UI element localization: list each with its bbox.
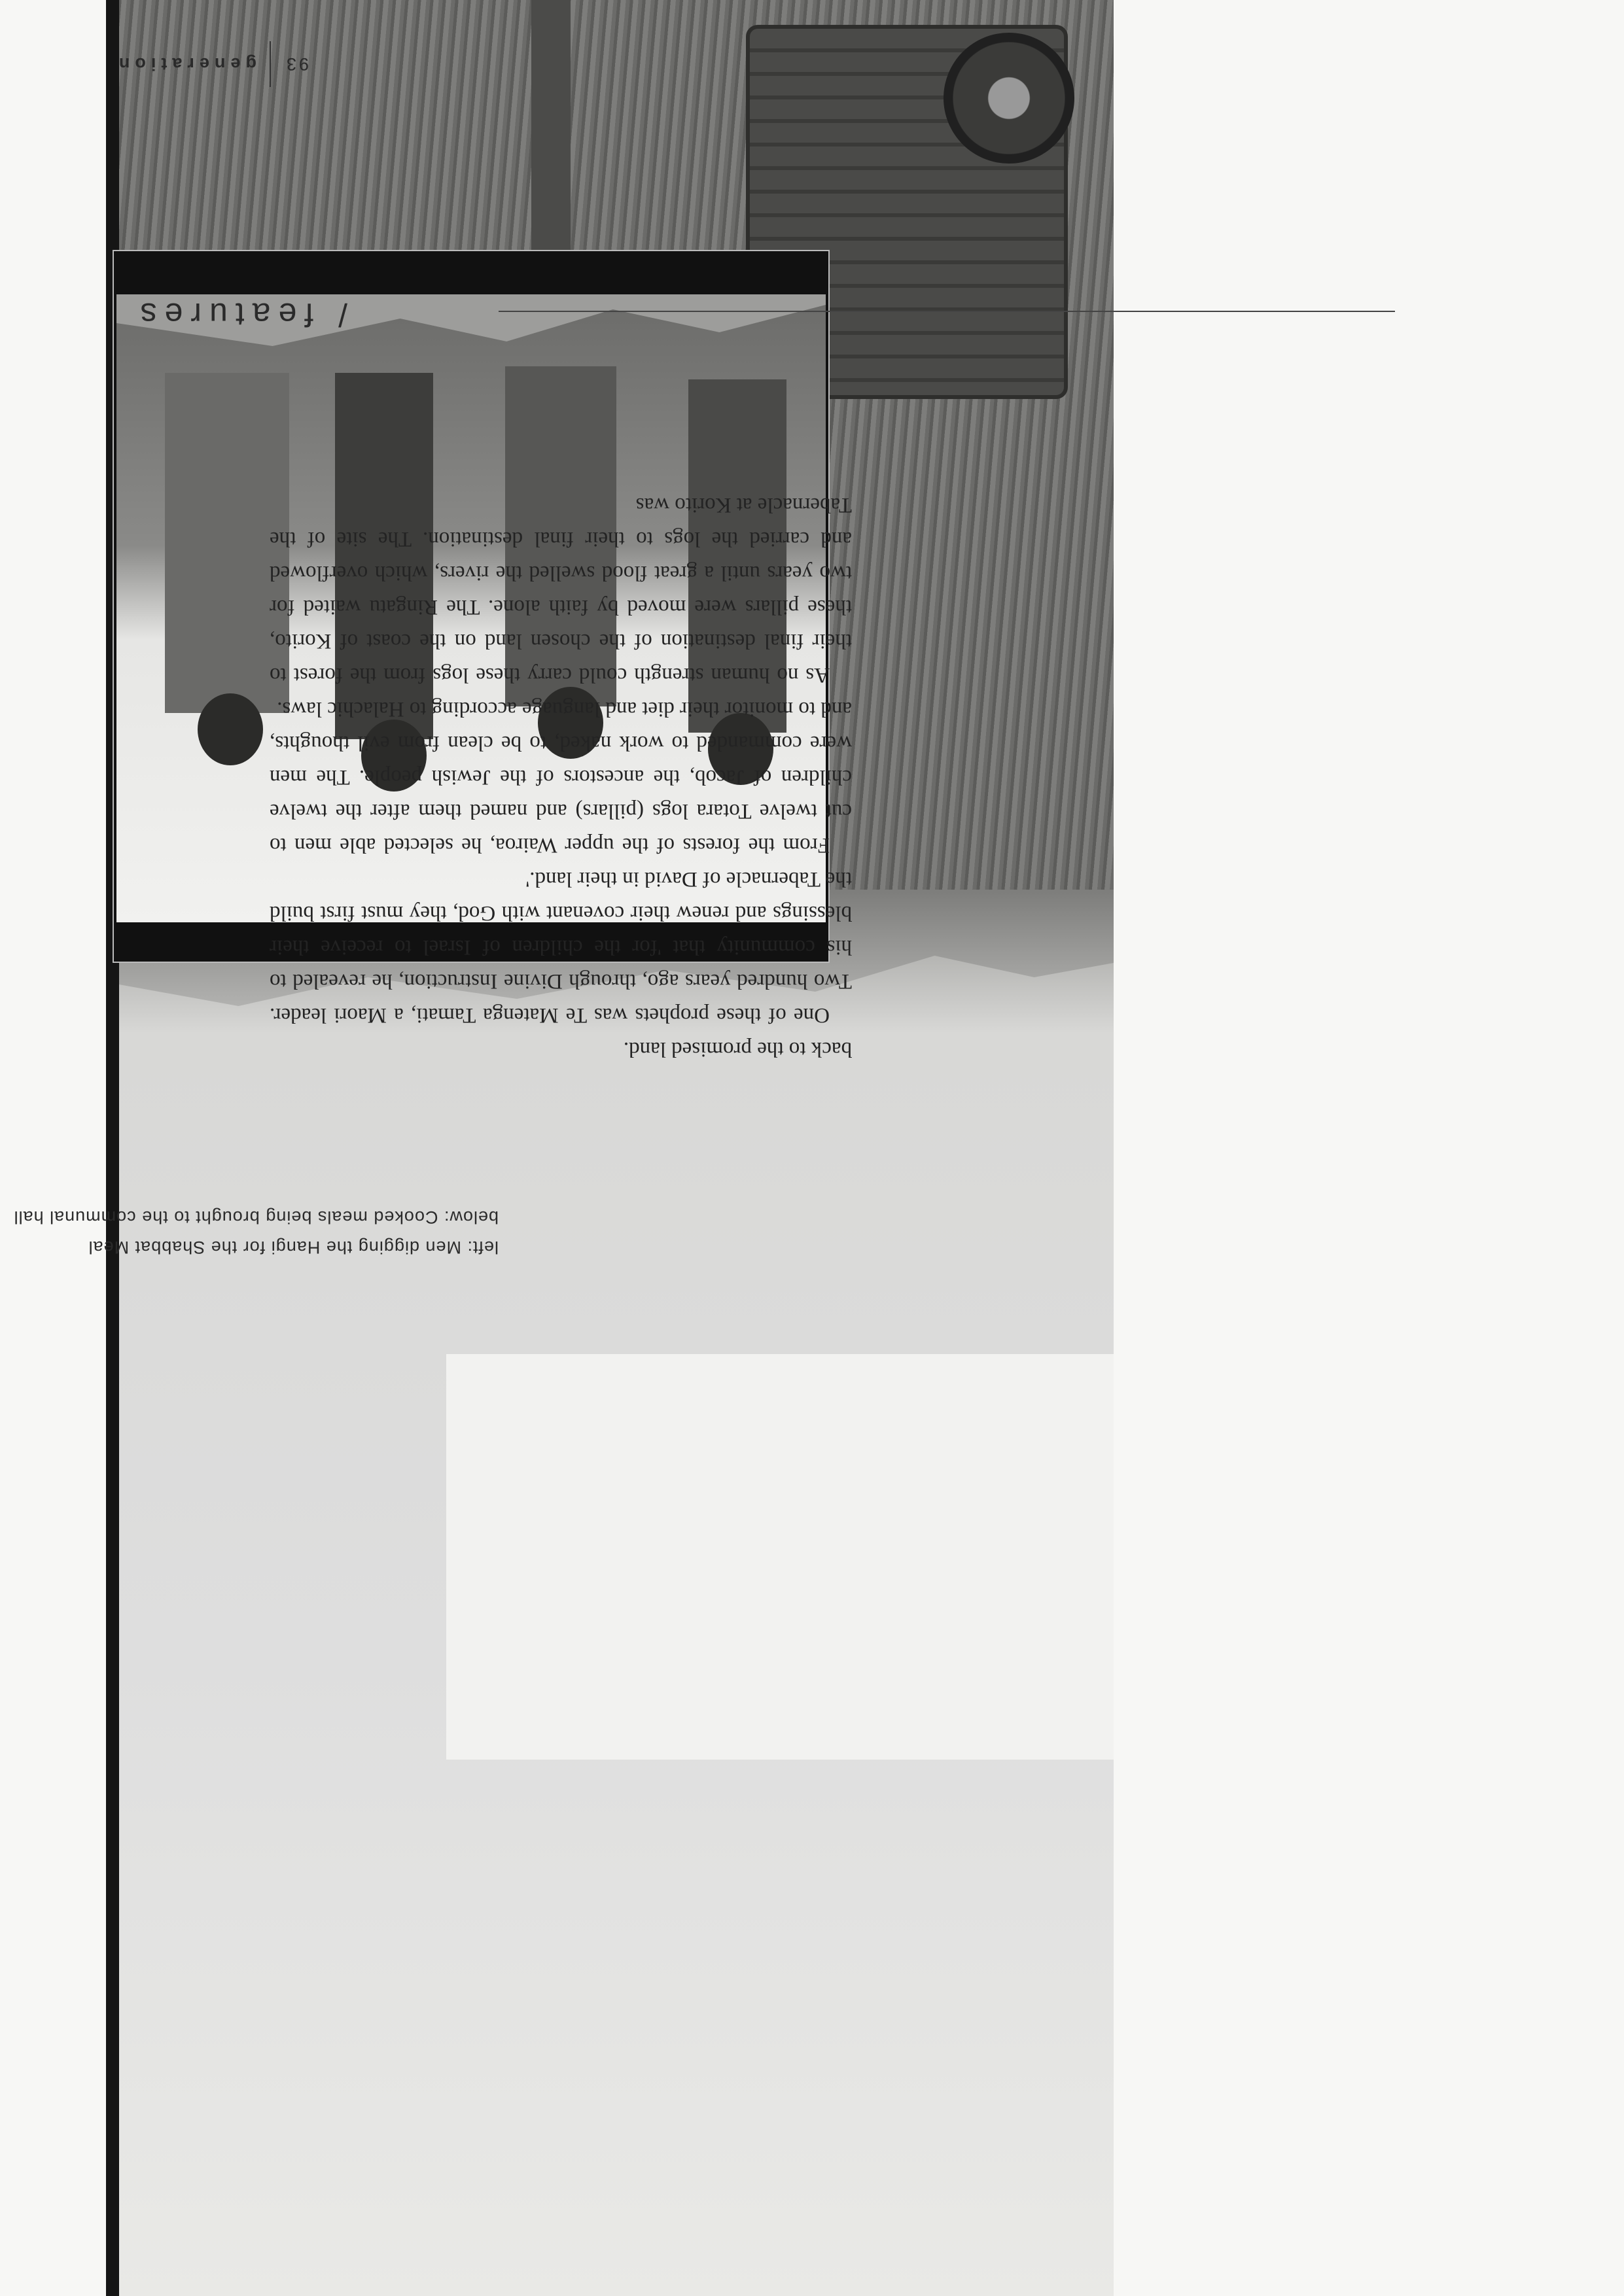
magazine-title: generation <box>113 54 256 75</box>
caption-line-below: below: Cooked meals being brought to the communal hall <box>13 1208 499 1227</box>
article-body <box>270 488 852 1066</box>
page-number: 93 <box>283 54 309 75</box>
running-head-divider <box>270 41 271 87</box>
truck-wheel <box>944 33 1074 164</box>
article-paragraph: One of these prophets was Te Matenga Tamati, a Maori leader. Two hundred years ago, through Divine Instruction, he revealed to his community that 'for the children of Israel to receive their blessings and renew their covenant with God, they must first build the Tabernacle of David in their land.' <box>270 867 852 1027</box>
section-rule <box>499 311 1395 312</box>
caption-line-left: left: Men digging the Hangi for the Shabbat Meal <box>88 1238 499 1257</box>
article-paragraph: From the forests of the upper Wairoa, he selected able men to cut twelve Totara logs (pillars) and named them after the twelve children of Jacob, the ancestors of the Jewish people. The men were commanded to work naked, to be clean from evil thoughts, and to monitor their diet and language according to Halachic laws. <box>270 697 852 857</box>
photo-sky <box>446 1354 1114 1760</box>
article-paragraph: back to the promised land. <box>623 1037 852 1061</box>
person-head <box>198 693 263 765</box>
photo-caption <box>0 1202 499 1262</box>
running-head <box>114 51 309 77</box>
section-label: / features <box>132 296 347 333</box>
article-paragraph: As no human strength could carry these logs from the forest to their final destination of the chosen land on the coast of Korito, these pillars were moved by faith alone. The Ringatu waited for two years until a great flood swelled the rivers, which overflowed and carried the logs to their final destination. The site of the Tabernacle at Korito was <box>270 493 852 687</box>
